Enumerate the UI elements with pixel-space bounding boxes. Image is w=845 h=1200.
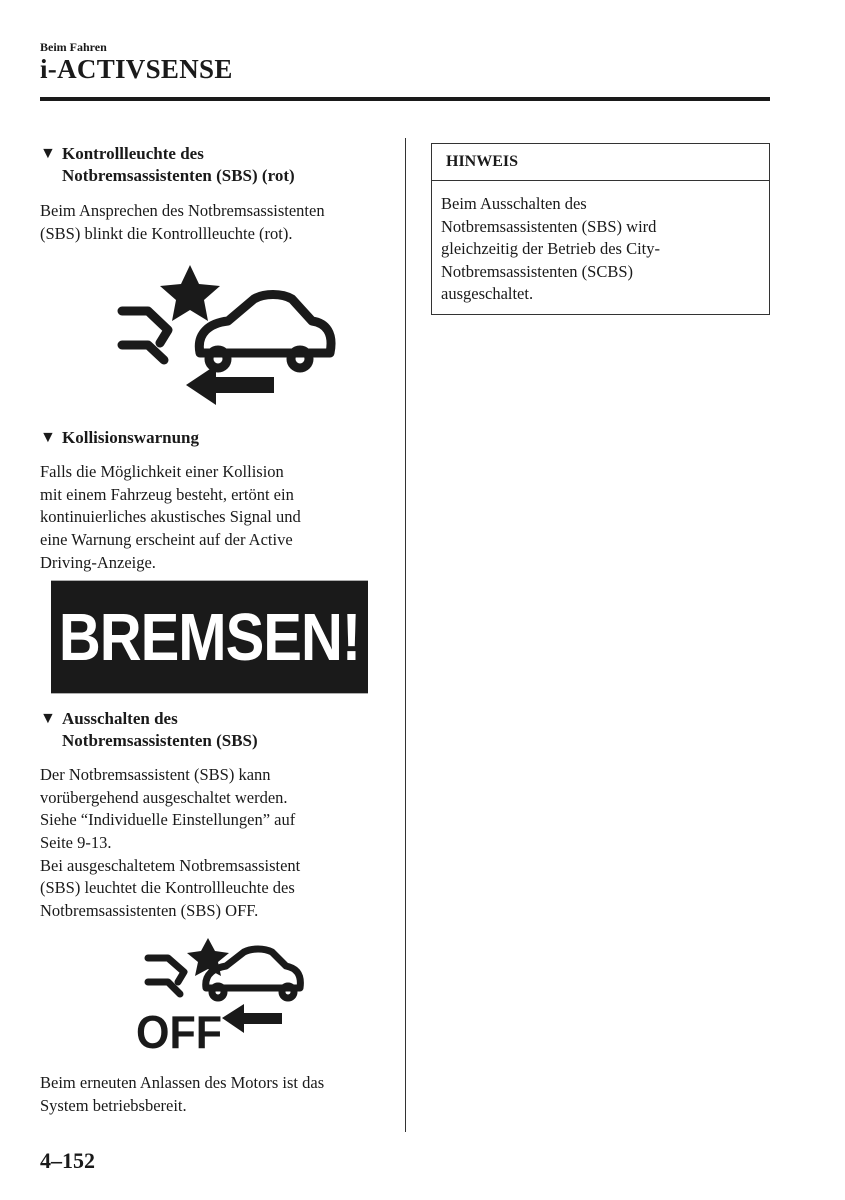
paragraph xyxy=(40,200,390,245)
text-line: vorübergehend ausgeschaltet werden. xyxy=(40,787,288,807)
paragraph xyxy=(40,461,390,574)
sbs-off-icon xyxy=(40,938,390,1058)
text-line: System betriebsbereit. xyxy=(40,1095,187,1115)
heading-line: Ausschalten des xyxy=(62,709,178,729)
sbs-warning-icon xyxy=(40,265,390,405)
triangle-marker-icon: ▼ xyxy=(40,429,56,447)
bremsen-display: BREMSEN! xyxy=(51,581,368,694)
text-line: (SBS) leuchtet die Kontrollleuchte des xyxy=(40,878,295,898)
heading-collision-warning xyxy=(40,427,390,449)
note-title: HINWEIS xyxy=(432,144,769,181)
text-line: (SBS) blinkt die Kontrollleuchte (rot). xyxy=(40,223,293,243)
left-column xyxy=(40,143,390,1118)
triangle-marker-icon: ▼ xyxy=(40,710,56,728)
text-line: Seite 9-13. xyxy=(40,832,112,852)
heading-line: Kontrollleuchte des xyxy=(62,144,204,163)
text-line: Falls die Möglichkeit einer Kollision xyxy=(40,462,284,482)
column-divider xyxy=(405,138,406,1132)
text-line: Notbremsassistenten (SBS) wird xyxy=(441,216,657,236)
text-line: gleichzeitig der Betrieb des City- xyxy=(441,239,661,259)
text-line: Der Notbremsassistent (SBS) kann xyxy=(40,765,271,785)
page-title: i-ACTIVSENSE xyxy=(40,54,233,84)
note-box xyxy=(431,143,770,315)
heading-line: Notbremsassistenten (SBS) xyxy=(62,731,258,751)
text-line: Beim Ausschalten des xyxy=(441,194,587,213)
paragraph xyxy=(40,764,390,922)
text-line: kontinuierliches akustisches Signal und xyxy=(40,507,301,527)
text-line: Beim erneuten Anlassen des Motors ist das xyxy=(40,1073,325,1093)
heading-sbs-warning-light xyxy=(40,143,390,187)
header-rule xyxy=(40,97,770,101)
heading-line: Kollisionswarnung xyxy=(62,428,199,448)
heading-line: Notbremsassistenten (SBS) (rot) xyxy=(62,166,295,185)
note-body xyxy=(432,181,769,306)
paragraph xyxy=(40,1072,390,1117)
text-line: Bei ausgeschaltetem Notbremsassistent xyxy=(40,855,301,875)
page-number: 4–152 xyxy=(40,1148,95,1173)
text-line: Siehe “Individuelle Einstellungen” auf xyxy=(40,810,296,830)
text-line: ausgeschaltet. xyxy=(441,284,534,304)
section-label: Beim Fahren xyxy=(40,40,107,54)
heading-sbs-off xyxy=(40,708,390,752)
text-line: Driving-Anzeige. xyxy=(40,552,156,572)
text-line: Notbremsassistenten (SBS) OFF. xyxy=(40,900,259,920)
text-line: Beim Ansprechen des Notbremsassistenten xyxy=(40,201,325,220)
triangle-marker-icon: ▼ xyxy=(40,145,56,162)
off-label: OFF xyxy=(136,1006,222,1059)
text-line: eine Warnung erscheint auf der Active xyxy=(40,529,293,549)
text-line: Notbremsassistenten (SCBS) xyxy=(441,261,634,281)
text-line: mit einem Fahrzeug besteht, ertönt ein xyxy=(40,484,294,504)
